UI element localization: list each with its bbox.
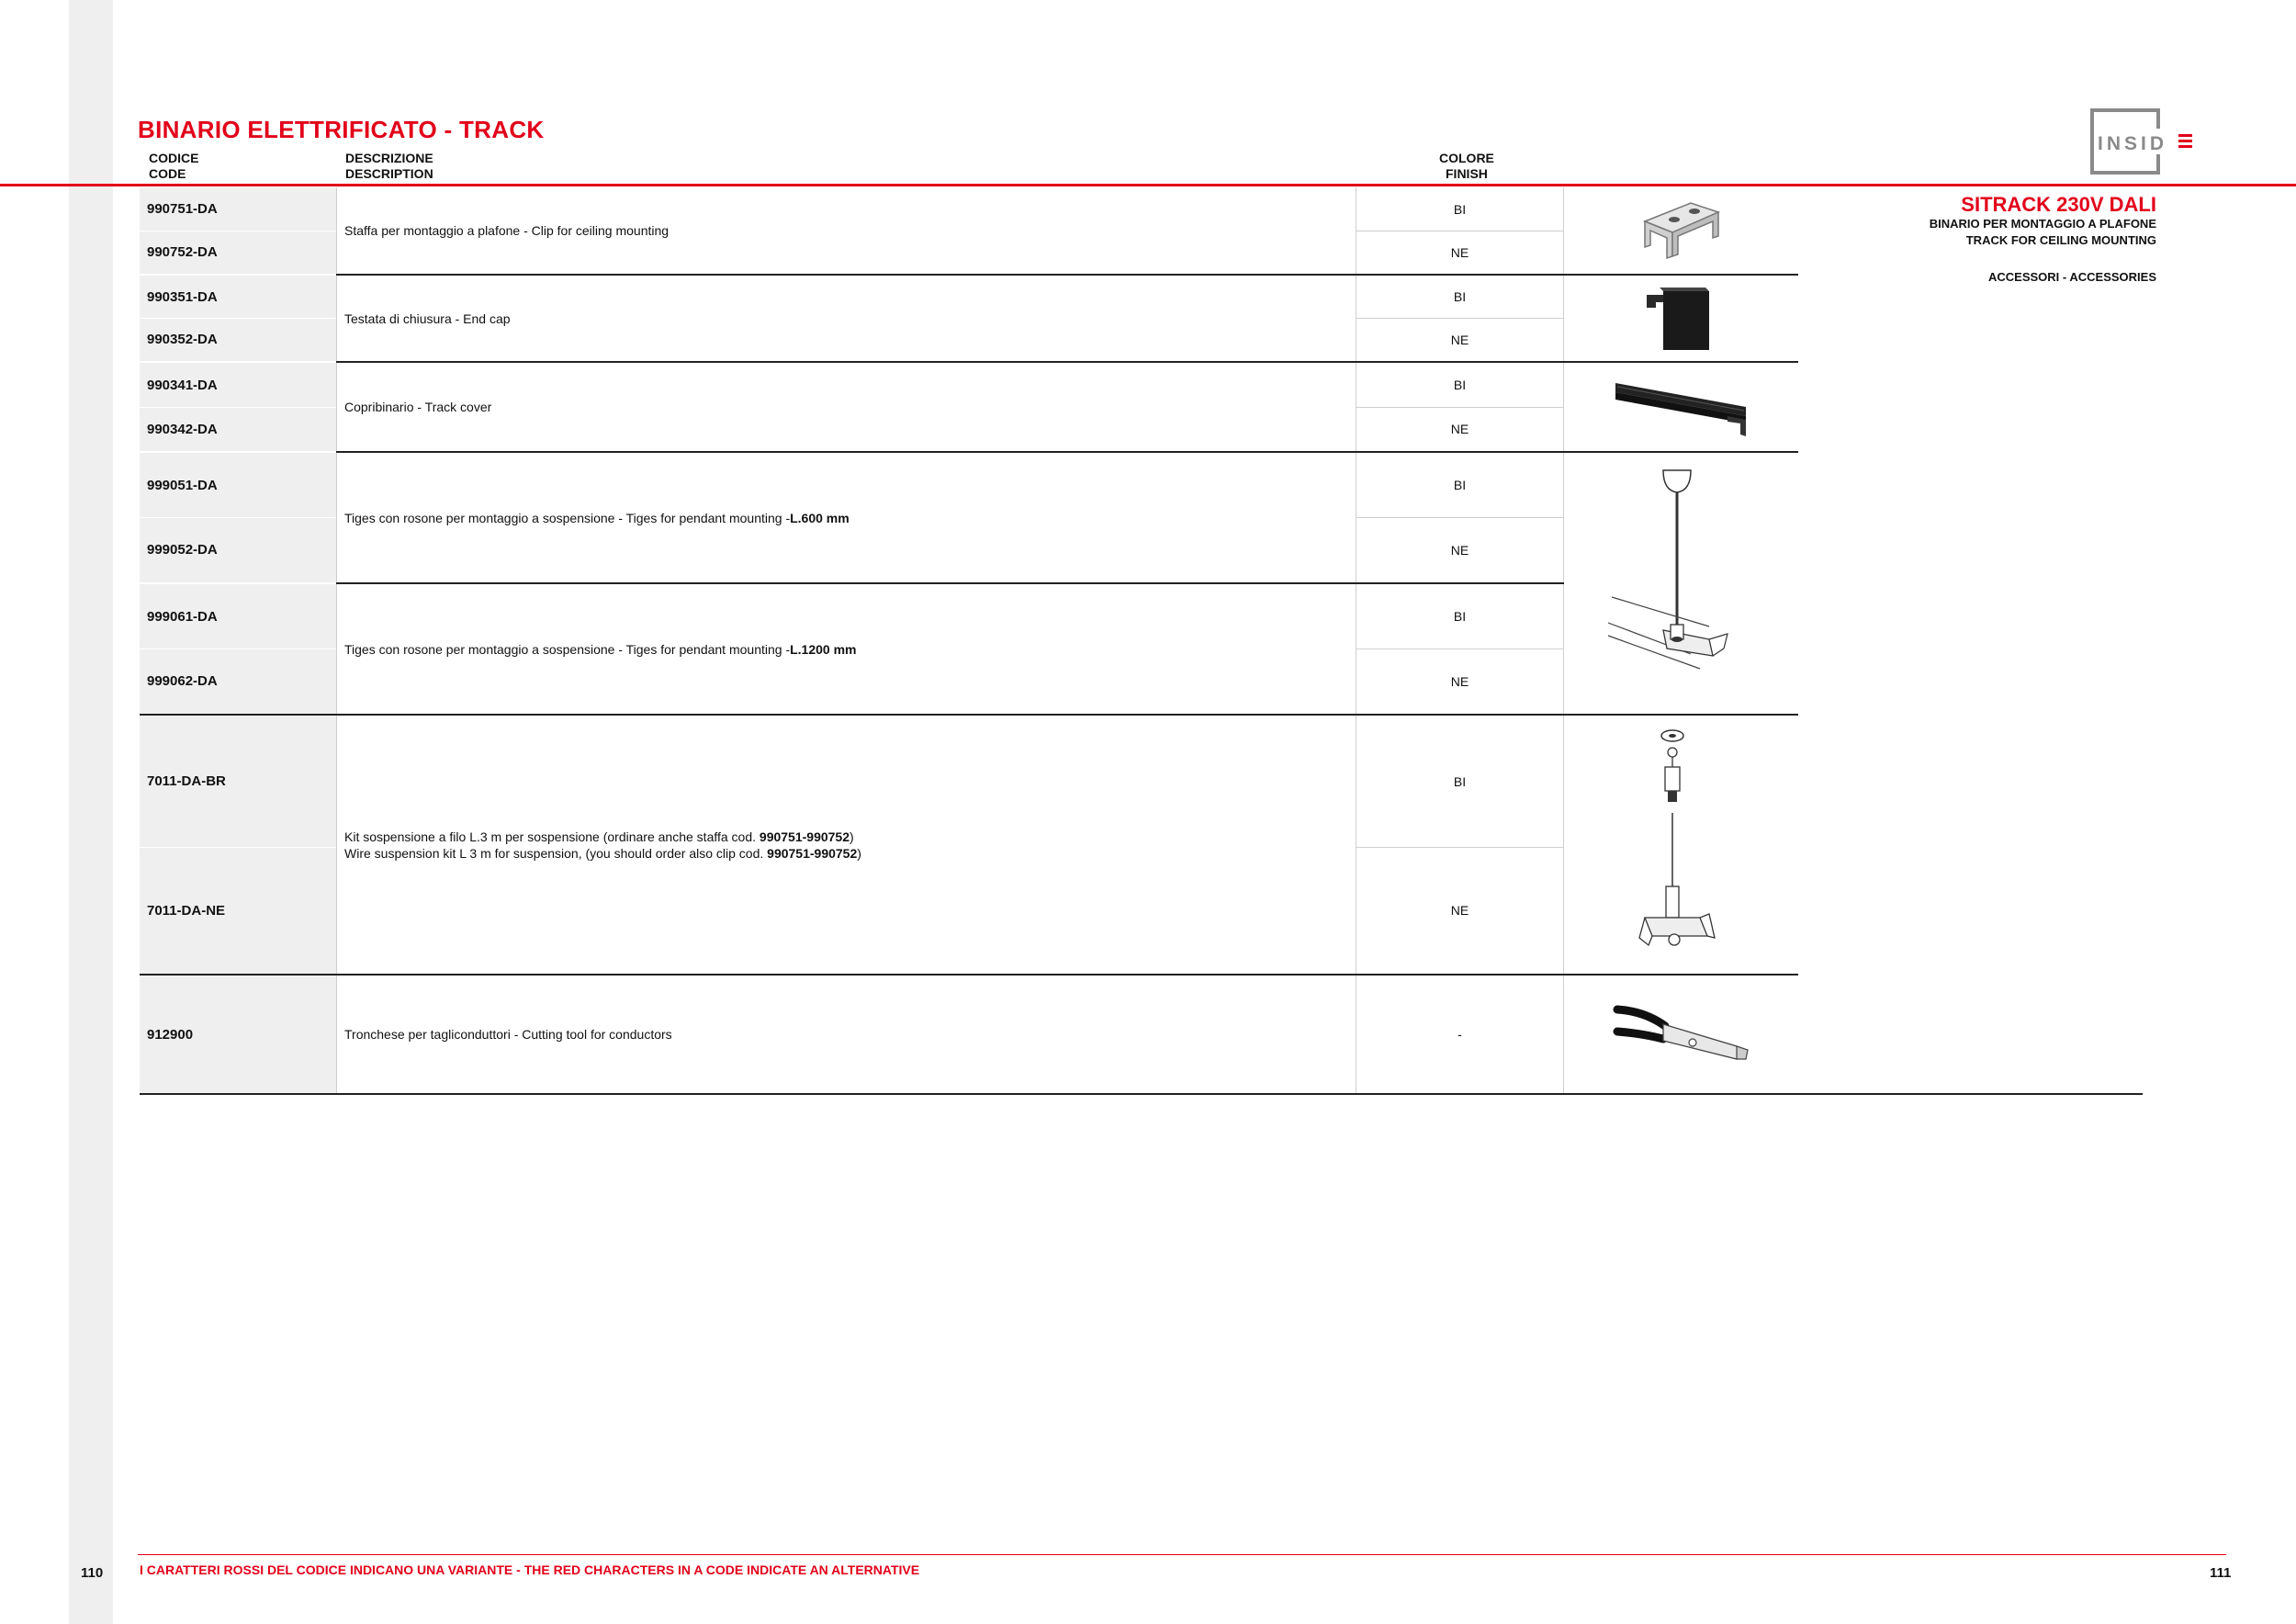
product-code: 990341-DA (140, 363, 336, 407)
page-number-left: 110 (81, 1565, 104, 1581)
product-table (140, 187, 1798, 1090)
description-line-it: Kit sospensione a filo L.3 m per sospensione (ordinare anche staffa cod. 990751-990752) (344, 829, 854, 844)
finish-value: NE (1356, 407, 1564, 451)
ceiling-clip-image (1564, 187, 1798, 274)
description-line-en: Wire suspension kit L 3 m for suspension, (you should order also clip cod. 990751-990752) (344, 845, 861, 861)
finish-value: BI (1356, 276, 1564, 318)
product-code: 999051-DA (140, 453, 336, 517)
desc-header-en: DESCRIPTION (345, 166, 433, 181)
pendant-rod-image (1564, 453, 1798, 714)
product-code: 999061-DA (140, 584, 336, 648)
product-code: 999052-DA (140, 517, 336, 582)
code-header-it: CODICE (149, 151, 199, 165)
code-column-header (149, 151, 198, 182)
product-code: 7011-DA-NE (140, 847, 336, 974)
length-value: L.600 mm (790, 510, 850, 525)
series-name: SITRACK 230V DALI (1961, 193, 2156, 216)
product-description (336, 453, 1356, 582)
page-number-right: 111 (2210, 1565, 2232, 1581)
finish-value: BI (1356, 453, 1564, 517)
product-code: 990342-DA (140, 407, 336, 451)
product-code: 999062-DA (140, 648, 336, 714)
inside-logo (2090, 108, 2196, 175)
header-red-rule (0, 184, 2296, 186)
product-code: 7011-DA-BR (140, 716, 336, 847)
finish-value: NE (1356, 648, 1564, 714)
finish-value: NE (1356, 318, 1564, 361)
cutting-pliers-image (1564, 976, 1798, 1093)
finish-value: BI (1356, 187, 1564, 231)
description-text: Tiges con rosone per montaggio a sospensione - Tiges for pendant mounting - (344, 510, 791, 525)
series-line-2: TRACK FOR CEILING MOUNTING (1965, 233, 2156, 247)
finish-value: - (1356, 976, 1564, 1093)
track-cover-image (1564, 363, 1798, 451)
wire-suspension-kit-image (1564, 716, 1798, 974)
finish-column-header (1439, 151, 1494, 182)
page-side-strip (69, 0, 113, 1624)
clip-codes: 990751-990752 (759, 829, 850, 844)
product-code: 912900 (140, 976, 336, 1093)
product-code: 990351-DA (140, 276, 336, 318)
series-info (1930, 194, 2156, 286)
description-column-header (345, 151, 433, 182)
end-cap-image (1564, 276, 1798, 361)
svg-text:INSID: INSID (2098, 133, 2168, 154)
product-description (336, 584, 1356, 714)
finish-value: BI (1356, 363, 1564, 407)
footer-note: I CARATTERI ROSSI DEL CODICE INDICANO UNA VARIANTE - THE RED CHARACTERS IN A CODE INDICATE AN ALTERNATIVE (140, 1562, 920, 1577)
series-section: ACCESSORI - ACCESSORIES (1988, 270, 2156, 284)
length-value: L.1200 mm (790, 641, 857, 657)
series-line-1: BINARIO PER MONTAGGIO A PLAFONE (1929, 217, 2156, 231)
product-code: 990752-DA (140, 231, 336, 274)
product-description (336, 716, 1356, 974)
finish-value: BI (1356, 584, 1564, 648)
clip-codes: 990751-990752 (767, 845, 858, 861)
finish-header-en: FINISH (1446, 166, 1488, 181)
finish-value: BI (1356, 716, 1564, 847)
desc-header-it: DESCRIZIONE (345, 151, 433, 165)
description-text: Tiges con rosone per montaggio a sospensione - Tiges for pendant mounting - (344, 641, 791, 657)
finish-value: NE (1356, 847, 1564, 974)
product-description: Copribinario - Track cover (336, 363, 1356, 451)
product-description: Tronchese per tagliconduttori - Cutting tool for conductors (336, 976, 1356, 1093)
footer-red-rule (138, 1554, 2226, 1555)
finish-value: NE (1356, 517, 1564, 582)
product-description: Testata di chiusura - End cap (336, 276, 1356, 361)
product-description: Staffa per montaggio a plafone - Clip for ceiling mounting (336, 187, 1356, 274)
finish-value: NE (1356, 231, 1564, 274)
product-code: 990751-DA (140, 187, 336, 231)
code-header-en: CODE (149, 166, 186, 181)
finish-header-it: COLORE (1439, 151, 1494, 165)
page-title: BINARIO ELETTRIFICATO - TRACK (138, 116, 545, 143)
product-code: 990352-DA (140, 318, 336, 361)
